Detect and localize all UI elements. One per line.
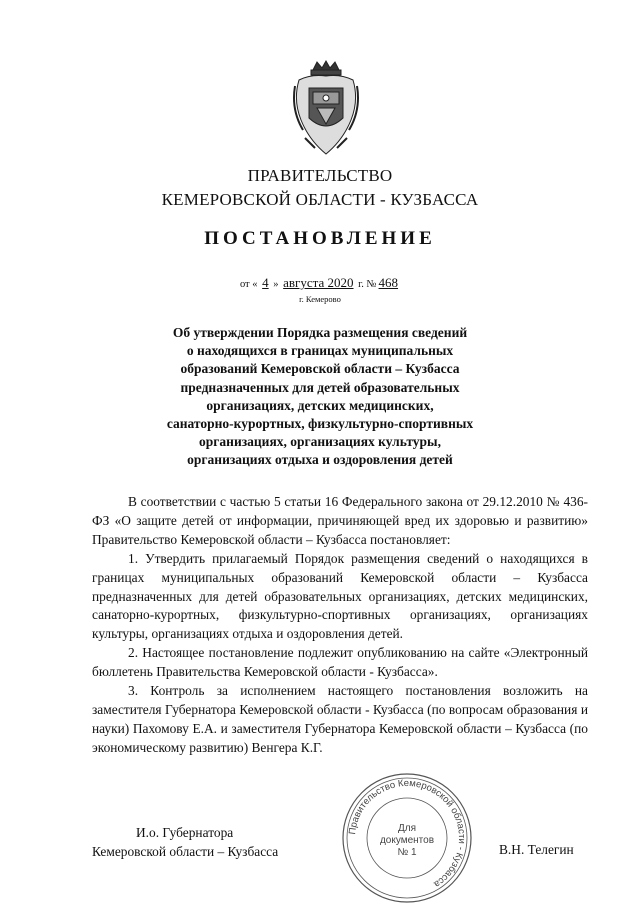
coat-of-arms-emblem (291, 60, 361, 156)
body-paragraph-3: 3. Контроль за исполнением настоящего постановления возложить на заместителя Губернатора Кемеровской области - Кузбасса (по вопросам образования и науки) Пахомову Е.А. и заместителя Губернатора Кемеровской области – Кузбасса (по экономическому развитию) Венгера К.Г. (92, 683, 588, 755)
body-paragraph-2: 2. Настоящее постановление подлежит опубликованию на сайте «Электронный бюллетень Правительства Кемеровской области - Кузбасса». (92, 645, 588, 680)
title-line: предназначенных для детей образовательных (180, 379, 460, 395)
government-name-line1: ПРАВИТЕЛЬСТВО (247, 166, 393, 185)
document-date-number (0, 275, 640, 291)
title-line: организациях отдыха и оздоровления детей (187, 452, 453, 468)
signatory-position-line2: Кемеровской области – Кузбасса (92, 844, 279, 859)
title-line: организациях, организациях культуры, (199, 434, 441, 450)
document-body (92, 493, 588, 758)
date-day: 4 (262, 275, 269, 290)
signatory-position (92, 823, 278, 861)
document-number: 468 (378, 275, 399, 290)
title-line: Об утверждении Порядка размещения сведений (172, 325, 468, 340)
body-paragraph-preamble: В соответствии с частью 5 статьи 16 Федерального закона от 29.12.2010 № 436-ФЗ «О защите детей от информации, причиняющей вред их здоровью и развитию» Правительство Кемеровской области – Кузбасса постановляет: (92, 494, 588, 547)
stamp-center-line1: Для (397, 823, 417, 834)
title-line: о находящихся в границах муниципальных (186, 343, 454, 359)
date-month-year: августа 2020 (283, 275, 354, 290)
document-type-heading: ПОСТАНОВЛЕНИЕ (204, 228, 436, 249)
signatory-name: В.Н. Телегин (499, 842, 574, 857)
government-name-line2: КЕМЕРОВСКОЙ ОБЛАСТИ - КУЗБАССА (161, 190, 479, 209)
date-g: г. (358, 279, 364, 290)
date-prefix: от « (239, 279, 258, 290)
date-mid: » (273, 279, 279, 290)
number-prefix: № (366, 279, 377, 290)
body-paragraph-1: 1. Утвердить прилагаемый Порядок размещения сведений о находящихся в границах муниципальных образований Кемеровской области – Кузбасса предназначенных для детей образовательных организациях, детских медицинских, санаторно-курортных, физкультурно-спортивных организациях, организациях культуры, организациях отдыха и оздоровления детей. (92, 550, 588, 642)
title-line: санаторно-курортных, физкультурно-спортивных (166, 416, 474, 432)
signatory-position-line1: И.о. Губернатора (136, 825, 234, 840)
title-line: организациях, детских медицинских, (206, 397, 434, 413)
stamp-ring-text: Правительство Кемеровской области - Кузбасса (347, 777, 468, 890)
official-stamp (340, 771, 474, 905)
title-line: образований Кемеровской области – Кузбасса (180, 361, 460, 377)
stamp-center-line3: № 1 (397, 847, 417, 858)
document-title (140, 324, 500, 470)
city-label: г. Кемерово (299, 294, 341, 304)
stamp-center-line2: документов (379, 835, 435, 846)
